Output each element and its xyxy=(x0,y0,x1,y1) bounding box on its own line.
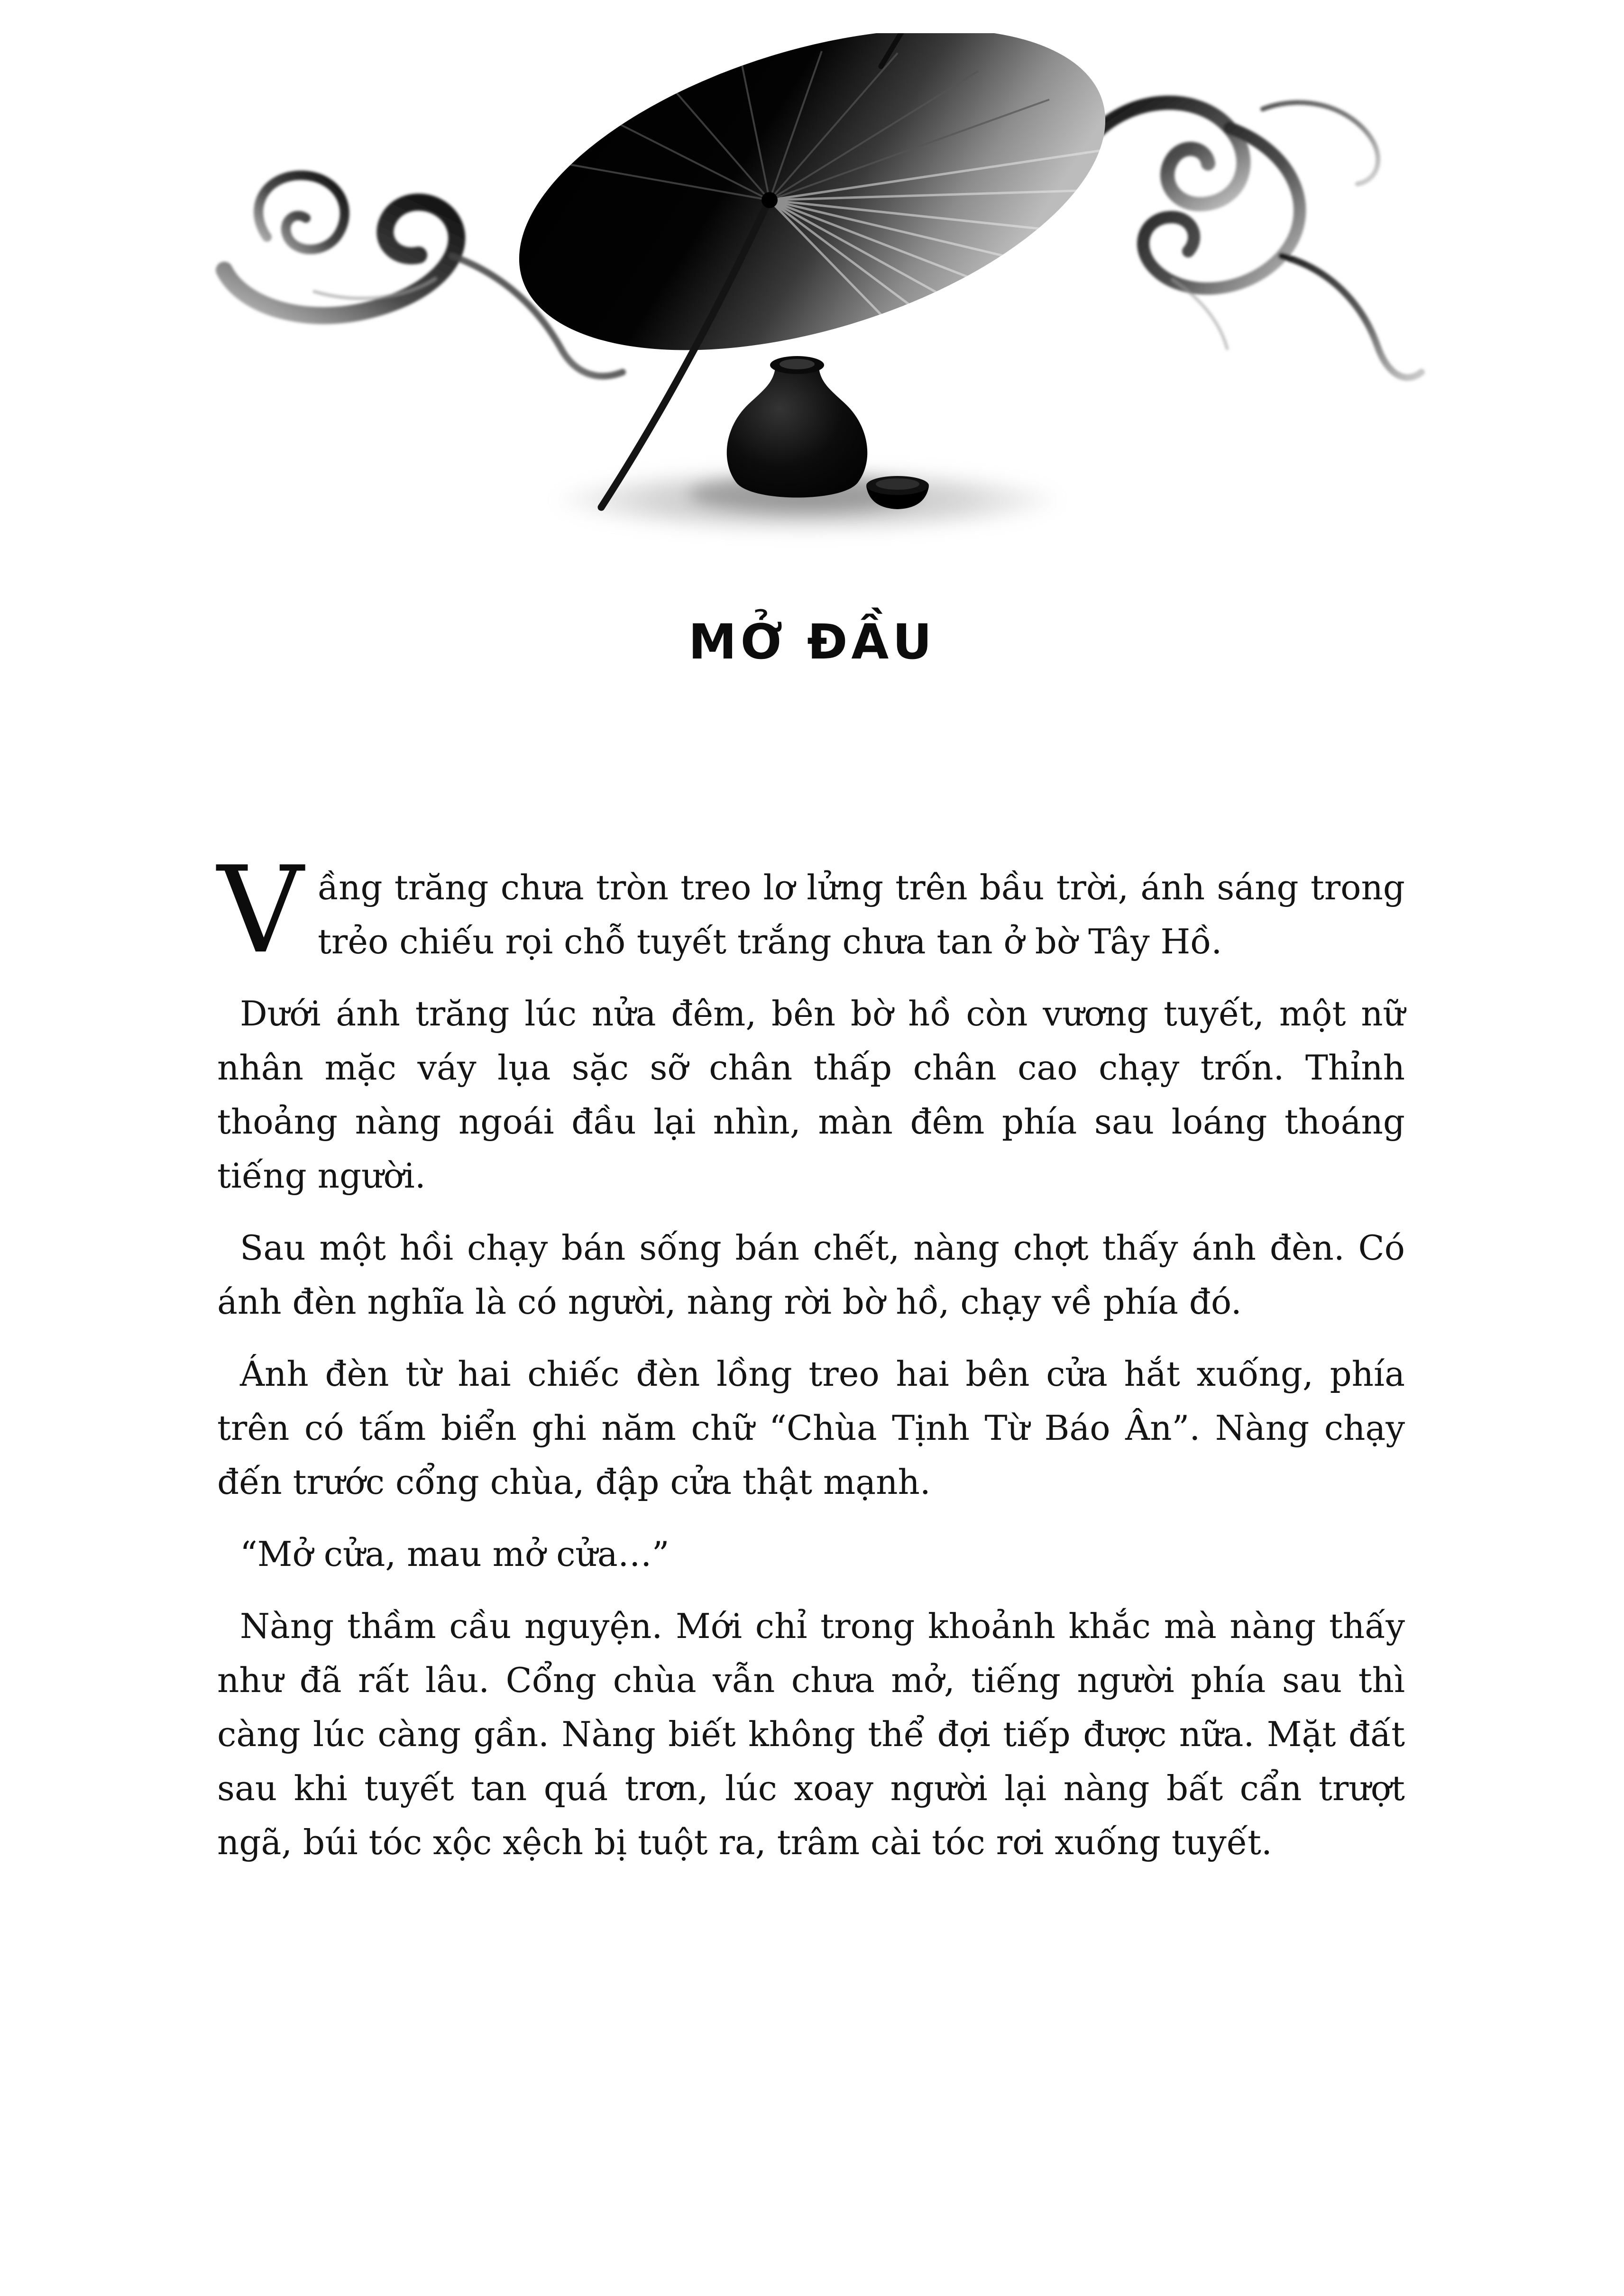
paragraph-2: Dưới ánh trăng lúc nửa đêm, bên bờ hồ còn vương tuyết, một nữ nhân mặc váy lụa sặc sỡ chân thấp chân cao chạy trốn. Thỉnh thoảng nàng ngoái đầu lại nhìn, màn đêm phía sau loáng thoáng tiếng người. xyxy=(217,994,1405,1196)
chapter-title: MỞ ĐẦU xyxy=(688,614,936,670)
ink-illustration-svg xyxy=(196,33,1429,555)
paragraph-5: “Mở cửa, mau mở cửa…” xyxy=(240,1534,670,1574)
paragraph-4: Ánh đèn từ hai chiếc đèn lồng treo hai bên cửa hắt xuống, phía trên có tấm biển ghi năm chữ “Chùa Tịnh Từ Báo Ân”. Nàng chạy đến trước cổng chùa, đập cửa thật mạnh. xyxy=(217,1354,1405,1502)
paragraph-1-text: ầng trăng chưa tròn treo lơ lửng trên bầu trời, ánh sáng trong trẻo chiếu rọi chỗ tuyết trắng chưa tan ở bờ Tây Hồ. xyxy=(318,868,1405,961)
paragraph-6: Nàng thầm cầu nguyện. Mới chỉ trong khoảnh khắc mà nàng thấy như đã rất lâu. Cổng chùa vẫn chưa mở, tiếng người phía sau thì càng lúc càng gần. Nàng biết không thể đợi tiếp được nữa. Mặt đất sau khi tuyết tan quá trơn, lúc xoay người lại nàng bất cẩn trượt ngã, búi tóc xộc xệch bị tuột ra, trâm cài tóc rơi xuống tuyết. xyxy=(217,1606,1405,1862)
wine-jug xyxy=(726,356,867,498)
ink-cloud-right xyxy=(1087,102,1422,377)
dropcap-letter: V xyxy=(217,841,303,980)
paragraph-3: Sau một hồi chạy bán sống bán chết, nàng chợt thấy ánh đèn. Có ánh đèn nghĩa là có người, nàng rời bờ hồ, chạy về phía đó. xyxy=(217,1228,1405,1322)
ink-illustration xyxy=(0,33,1624,555)
paragraph-1 xyxy=(217,841,1405,980)
body-text xyxy=(217,841,1405,1887)
